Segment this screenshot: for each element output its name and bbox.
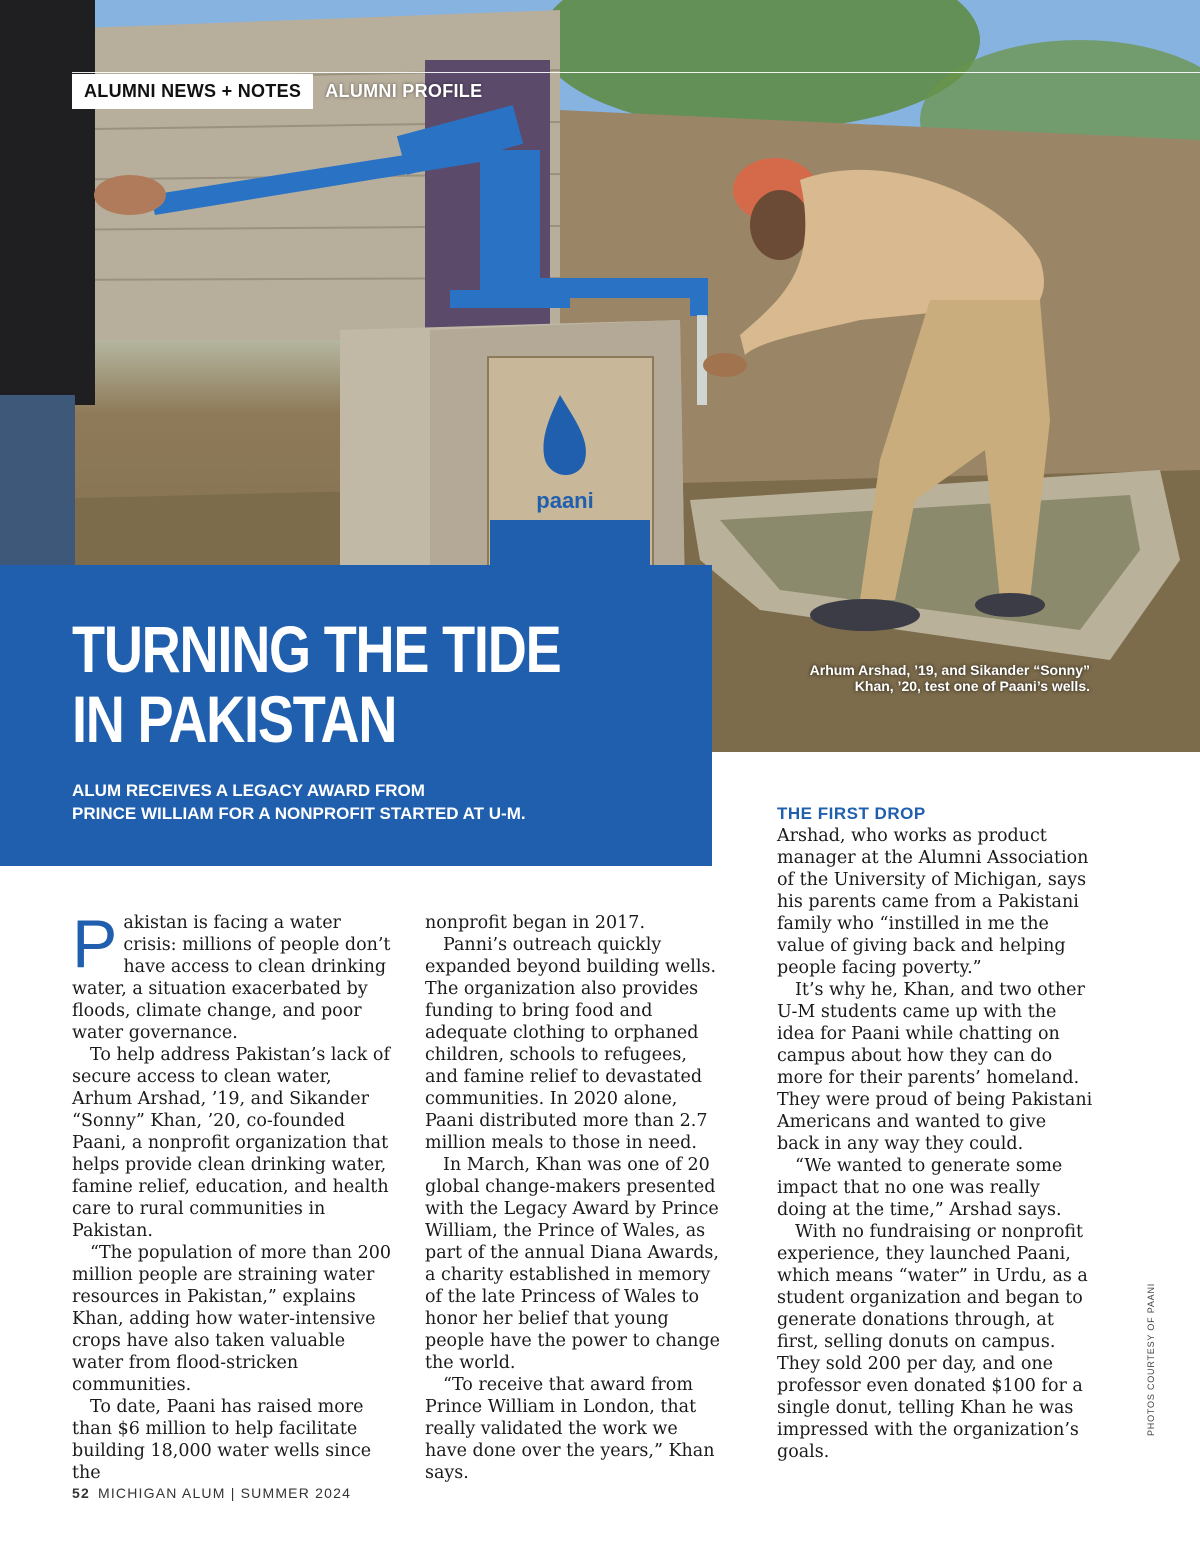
paragraph: Arshad, who works as product manager at the Alumni Association of the University of Michigan, says his parents came from a Pakistani family who “instilled in me the value of giving back and helping people facing poverty.”: [777, 826, 1089, 978]
subhead: THE FIRST DROP: [777, 804, 926, 823]
paragraph: nonprofit began in 2017.: [425, 913, 646, 933]
photo-caption: Arhum Arshad, ’19, and Sikander “Sonny” Khan, ’20, test one of Paani’s wells.: [809, 662, 1090, 694]
paragraph: “We wanted to generate some impact that no one was really doing at the time,” Arshad says.: [777, 1156, 1063, 1220]
paragraph: To help address Pakistan’s lack of secure access to clean water, Arhum Arshad, ’19, and Sikander “Sonny” Khan, ’20, co-founded Paani, a nonprofit organization that helps provide clean drinking water, famine relief, education, and health care to rural communities in Pakistan.: [72, 1045, 390, 1241]
paragraph: In March, Khan was one of 20 global change-makers presented with the Legacy Award by Prince William, the Prince of Wales, as part of the annual Diana Awards, a charity established in memory of the late Princess of Wales to honor her belief that young people have the power to change the world.: [425, 1155, 721, 1373]
paragraph: To date, Paani has raised more than $6 million to help facilitate building 18,000 water wells since the: [72, 1397, 372, 1483]
paragraph: “The population of more than 200 million people are straining water resources in Pakistan,” explains Khan, adding how water-intensive crops have also taken valuable water from flood-stricken communities.: [72, 1243, 392, 1395]
paragraph: With no fundraising or nonprofit experience, they launched Paani, which means “water” in Urdu, as a student organization and began to generate donations through, at first, selling donuts on campus. They sold 200 per day, and one professor even donated $100 for a single donut, telling Khan he was impressed with the organization’s goals.: [777, 1222, 1088, 1462]
paragraph: [72, 906, 392, 1044]
headline-line-1: TURNING THE TIDE: [72, 612, 561, 686]
publication-name: MICHIGAN ALUM | SUMMER 2024: [97, 1485, 352, 1501]
paragraph: “To receive that award from Prince William in London, that really validated the work we have done over the years,” Khan says.: [425, 1375, 715, 1483]
paragraph: It’s why he, Khan, and two other U-M students came up with the idea for Paani while chatting on campus about how they can do more for their parents’ homeland. They were proud of being Pakistani Americans and wanted to give back in any way they could.: [777, 980, 1093, 1154]
deck-line-1: ALUM RECEIVES A LEGACY AWARD FROM: [72, 781, 425, 800]
deck-line-2: PRINCE WILLIAM FOR A NONPROFIT STARTED AT U-M.: [72, 804, 526, 823]
paragraph: Panni’s outreach quickly expanded beyond building wells. The organization also provides funding to bring food and adequate clothing to orphaned children, schools to refugees, and famine relief to devastated communities. In 2020 alone, Paani distributed more than 2.7 million meals to those in need.: [425, 935, 717, 1153]
subsection-label: ALUMNI PROFILE: [325, 80, 483, 101]
body-column-2: [425, 912, 725, 1484]
deck: [72, 779, 672, 825]
page-folio: [72, 1485, 351, 1501]
section-label: ALUMNI NEWS + NOTES: [72, 74, 313, 109]
section-tag: [72, 74, 494, 108]
photo-credit: PHOTOS COURTESY OF PAANI: [1146, 1282, 1156, 1436]
paragraph-text: akistan is facing a water crisis: millions of people don’t have access to clean drinking water, a situation exacerbated by floods, climate change, and poor water governance.: [72, 913, 391, 1043]
headline-line-2: IN PAKISTAN: [72, 682, 397, 756]
body-column-1: [72, 906, 392, 1484]
body-column-3: [777, 803, 1093, 1463]
headline: [72, 614, 580, 754]
paani-logo-text: paani: [536, 488, 594, 513]
page-number: 52: [72, 1485, 90, 1501]
dropcap: P: [72, 906, 118, 982]
